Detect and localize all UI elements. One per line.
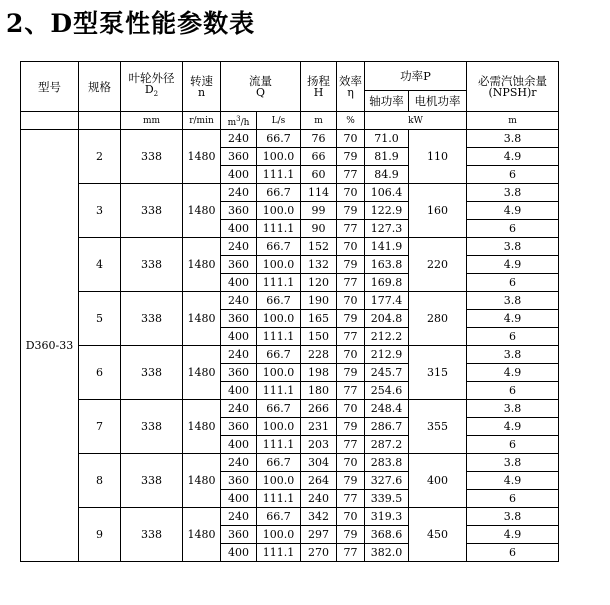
stage-cell: 4 [79, 238, 121, 292]
impeller-cell: 338 [121, 292, 183, 346]
impeller-cell: 338 [121, 130, 183, 184]
flow-ls-cell: 111.1 [257, 328, 301, 346]
shaft-power-cell: 368.6 [365, 526, 409, 544]
flow-ls-cell: 66.7 [257, 400, 301, 418]
npsh-cell: 3.8 [467, 130, 559, 148]
npsh-cell: 6 [467, 544, 559, 562]
flow-ls-cell: 100.0 [257, 364, 301, 382]
header-impeller-symbol: $D_2$ [144, 83, 159, 99]
unit-flow-m3h: $m^3/h$ [221, 112, 257, 130]
npsh-cell: 6 [467, 490, 559, 508]
efficiency-cell: 79 [337, 526, 365, 544]
impeller-cell: 338 [121, 184, 183, 238]
flow-m3h-cell: 240 [221, 508, 257, 526]
shaft-power-cell: 248.4 [365, 400, 409, 418]
header-motor-power: 电机功率 [409, 91, 467, 112]
unit-spec-blank [79, 112, 121, 130]
table-row [21, 184, 559, 202]
speed-cell: 1480 [183, 184, 221, 238]
shaft-power-cell: 254.6 [365, 382, 409, 400]
flow-m3h-cell: 360 [221, 526, 257, 544]
shaft-power-cell: 283.8 [365, 454, 409, 472]
stage-cell: 3 [79, 184, 121, 238]
efficiency-cell: 79 [337, 310, 365, 328]
header-efficiency-label: 效率 [339, 73, 362, 88]
shaft-power-cell: 245.7 [365, 364, 409, 382]
flow-ls-cell: 100.0 [257, 310, 301, 328]
motor-power-cell: 400 [409, 454, 467, 508]
npsh-cell: 3.8 [467, 238, 559, 256]
unit-impeller: mm [121, 112, 183, 130]
shaft-power-cell: 212.9 [365, 346, 409, 364]
flow-m3h-cell: 400 [221, 436, 257, 454]
npsh-cell: 3.8 [467, 454, 559, 472]
flow-ls-cell: 66.7 [257, 130, 301, 148]
flow-m3h-cell: 360 [221, 310, 257, 328]
header-impeller [121, 62, 183, 112]
flow-m3h-cell: 400 [221, 490, 257, 508]
efficiency-cell: 77 [337, 490, 365, 508]
flow-ls-cell: 66.7 [257, 346, 301, 364]
head-cell: 76 [301, 130, 337, 148]
flow-m3h-cell: 360 [221, 202, 257, 220]
flow-ls-cell: 100.0 [257, 472, 301, 490]
shaft-power-cell: 163.8 [365, 256, 409, 274]
efficiency-cell: 77 [337, 328, 365, 346]
flow-m3h-cell: 240 [221, 400, 257, 418]
efficiency-cell: 79 [337, 418, 365, 436]
efficiency-cell: 79 [337, 148, 365, 166]
shaft-power-cell: 204.8 [365, 310, 409, 328]
flow-ls-cell: 111.1 [257, 436, 301, 454]
head-cell: 270 [301, 544, 337, 562]
flow-m3h-cell: 240 [221, 454, 257, 472]
motor-power-cell: 110 [409, 130, 467, 184]
head-cell: 198 [301, 364, 337, 382]
efficiency-cell: 77 [337, 382, 365, 400]
efficiency-cell: 70 [337, 292, 365, 310]
npsh-cell: 6 [467, 436, 559, 454]
flow-m3h-cell: 400 [221, 544, 257, 562]
npsh-cell: 3.8 [467, 292, 559, 310]
flow-ls-cell: 100.0 [257, 256, 301, 274]
header-speed-label: 转速 [190, 73, 213, 88]
flow-ls-cell: 111.1 [257, 544, 301, 562]
page-title: 2、D型泵性能参数表 [6, 9, 256, 38]
stage-cell: 8 [79, 454, 121, 508]
head-cell: 240 [301, 490, 337, 508]
head-cell: 132 [301, 256, 337, 274]
head-cell: 152 [301, 238, 337, 256]
flow-m3h-cell: 400 [221, 220, 257, 238]
flow-ls-cell: 111.1 [257, 166, 301, 184]
npsh-cell: 6 [467, 382, 559, 400]
header-shaft-power: 轴功率 [365, 91, 409, 112]
efficiency-cell: 79 [337, 472, 365, 490]
performance-table [20, 61, 559, 562]
npsh-cell: 4.9 [467, 472, 559, 490]
shaft-power-cell: 339.5 [365, 490, 409, 508]
table-row [21, 130, 559, 148]
header-flow-label: 流量 [249, 73, 272, 88]
header-npsh [467, 62, 559, 112]
impeller-cell: 338 [121, 508, 183, 562]
shaft-power-cell: 84.9 [365, 166, 409, 184]
stage-cell: 2 [79, 130, 121, 184]
efficiency-cell: 70 [337, 238, 365, 256]
head-cell: 120 [301, 274, 337, 292]
npsh-cell: 4.9 [467, 418, 559, 436]
stage-cell: 7 [79, 400, 121, 454]
shaft-power-cell: 71.0 [365, 130, 409, 148]
table-row [21, 292, 559, 310]
speed-cell: 1480 [183, 346, 221, 400]
motor-power-cell: 220 [409, 238, 467, 292]
efficiency-cell: 70 [337, 346, 365, 364]
head-cell: 90 [301, 220, 337, 238]
efficiency-cell: 70 [337, 400, 365, 418]
flow-ls-cell: 100.0 [257, 418, 301, 436]
flow-ls-cell: 66.7 [257, 454, 301, 472]
npsh-cell: 6 [467, 166, 559, 184]
flow-ls-cell: 66.7 [257, 238, 301, 256]
table-row [21, 508, 559, 526]
npsh-cell: 3.8 [467, 184, 559, 202]
flow-m3h-cell: 240 [221, 292, 257, 310]
impeller-cell: 338 [121, 346, 183, 400]
stage-cell: 9 [79, 508, 121, 562]
npsh-cell: 3.8 [467, 400, 559, 418]
impeller-cell: 338 [121, 454, 183, 508]
impeller-cell: 338 [121, 238, 183, 292]
npsh-cell: 4.9 [467, 526, 559, 544]
shaft-power-cell: 177.4 [365, 292, 409, 310]
header-power: 功率P [365, 62, 467, 91]
flow-m3h-cell: 400 [221, 382, 257, 400]
flow-m3h-cell: 400 [221, 274, 257, 292]
efficiency-cell: 79 [337, 364, 365, 382]
flow-ls-cell: 66.7 [257, 292, 301, 310]
npsh-cell: 3.8 [467, 508, 559, 526]
flow-ls-cell: 111.1 [257, 220, 301, 238]
flow-ls-cell: 66.7 [257, 184, 301, 202]
flow-m3h-cell: 400 [221, 328, 257, 346]
header-flow [221, 62, 301, 112]
unit-speed: r/min [183, 112, 221, 130]
flow-ls-cell: 111.1 [257, 382, 301, 400]
header-efficiency-symbol: η [347, 85, 354, 99]
flow-m3h-cell: 360 [221, 148, 257, 166]
npsh-cell: 3.8 [467, 346, 559, 364]
speed-cell: 1480 [183, 508, 221, 562]
shaft-power-cell: 122.9 [365, 202, 409, 220]
shaft-power-cell: 319.3 [365, 508, 409, 526]
shaft-power-cell: 327.6 [365, 472, 409, 490]
shaft-power-cell: 382.0 [365, 544, 409, 562]
impeller-cell: 338 [121, 400, 183, 454]
efficiency-cell: 77 [337, 544, 365, 562]
header-head-label: 扬程 [307, 73, 330, 88]
efficiency-cell: 70 [337, 130, 365, 148]
efficiency-cell: 77 [337, 166, 365, 184]
motor-power-cell: 315 [409, 346, 467, 400]
stage-cell: 5 [79, 292, 121, 346]
motor-power-cell: 450 [409, 508, 467, 562]
flow-ls-cell: 66.7 [257, 508, 301, 526]
head-cell: 150 [301, 328, 337, 346]
unit-model-blank [21, 112, 79, 130]
head-cell: 60 [301, 166, 337, 184]
speed-cell: 1480 [183, 238, 221, 292]
flow-m3h-cell: 360 [221, 472, 257, 490]
header-model: 型号 [21, 62, 79, 112]
unit-flow-ls: L/s [257, 112, 301, 130]
table-row [21, 346, 559, 364]
flow-m3h-cell: 360 [221, 418, 257, 436]
npsh-cell: 4.9 [467, 202, 559, 220]
head-cell: 180 [301, 382, 337, 400]
shaft-power-cell: 169.8 [365, 274, 409, 292]
shaft-power-cell: 212.2 [365, 328, 409, 346]
head-cell: 203 [301, 436, 337, 454]
npsh-cell: 4.9 [467, 364, 559, 382]
shaft-power-cell: 141.9 [365, 238, 409, 256]
flow-ls-cell: 100.0 [257, 526, 301, 544]
shaft-power-cell: 81.9 [365, 148, 409, 166]
shaft-power-cell: 286.7 [365, 418, 409, 436]
npsh-cell: 6 [467, 274, 559, 292]
head-cell: 264 [301, 472, 337, 490]
efficiency-cell: 70 [337, 184, 365, 202]
speed-cell: 1480 [183, 400, 221, 454]
motor-power-cell: 355 [409, 400, 467, 454]
flow-m3h-cell: 240 [221, 184, 257, 202]
head-cell: 66 [301, 148, 337, 166]
npsh-cell: 6 [467, 328, 559, 346]
table-row [21, 400, 559, 418]
head-cell: 297 [301, 526, 337, 544]
unit-power: kW [365, 112, 467, 130]
unit-npsh: m [467, 112, 559, 130]
header-impeller-label: 叶轮外径 [128, 71, 175, 86]
efficiency-cell: 77 [337, 436, 365, 454]
shaft-power-cell: 106.4 [365, 184, 409, 202]
speed-cell: 1480 [183, 292, 221, 346]
efficiency-cell: 79 [337, 256, 365, 274]
shaft-power-cell: 127.3 [365, 220, 409, 238]
flow-ls-cell: 111.1 [257, 274, 301, 292]
motor-power-cell: 280 [409, 292, 467, 346]
efficiency-cell: 77 [337, 220, 365, 238]
head-cell: 304 [301, 454, 337, 472]
header-speed-symbol: n [197, 85, 206, 99]
head-cell: 165 [301, 310, 337, 328]
head-cell: 266 [301, 400, 337, 418]
head-cell: 114 [301, 184, 337, 202]
model-cell: D360-33 [21, 130, 79, 562]
flow-m3h-cell: 240 [221, 130, 257, 148]
motor-power-cell: 160 [409, 184, 467, 238]
header-spec: 规格 [79, 62, 121, 112]
efficiency-cell: 79 [337, 202, 365, 220]
efficiency-cell: 70 [337, 508, 365, 526]
head-cell: 190 [301, 292, 337, 310]
head-cell: 228 [301, 346, 337, 364]
flow-ls-cell: 100.0 [257, 202, 301, 220]
flow-m3h-cell: 240 [221, 238, 257, 256]
header-head-symbol: H [313, 85, 324, 99]
header-npsh-symbol: (NPSH)r [488, 85, 537, 99]
header-npsh-label: 必需汽蚀余量 [478, 73, 547, 88]
flow-m3h-cell: 240 [221, 346, 257, 364]
unit-head: m [301, 112, 337, 130]
speed-cell: 1480 [183, 130, 221, 184]
head-cell: 231 [301, 418, 337, 436]
flow-m3h-cell: 360 [221, 256, 257, 274]
flow-m3h-cell: 400 [221, 166, 257, 184]
npsh-cell: 6 [467, 220, 559, 238]
head-cell: 99 [301, 202, 337, 220]
efficiency-cell: 70 [337, 454, 365, 472]
speed-cell: 1480 [183, 454, 221, 508]
npsh-cell: 4.9 [467, 148, 559, 166]
header-efficiency [337, 62, 365, 112]
table-row [21, 454, 559, 472]
stage-cell: 6 [79, 346, 121, 400]
header-flow-symbol: Q [255, 85, 266, 99]
efficiency-cell: 77 [337, 274, 365, 292]
header-head [301, 62, 337, 112]
head-cell: 342 [301, 508, 337, 526]
flow-m3h-cell: 360 [221, 364, 257, 382]
npsh-cell: 4.9 [467, 310, 559, 328]
npsh-cell: 4.9 [467, 256, 559, 274]
table-row [21, 238, 559, 256]
flow-ls-cell: 111.1 [257, 490, 301, 508]
unit-efficiency: % [337, 112, 365, 130]
shaft-power-cell: 287.2 [365, 436, 409, 454]
header-speed [183, 62, 221, 112]
flow-ls-cell: 100.0 [257, 148, 301, 166]
